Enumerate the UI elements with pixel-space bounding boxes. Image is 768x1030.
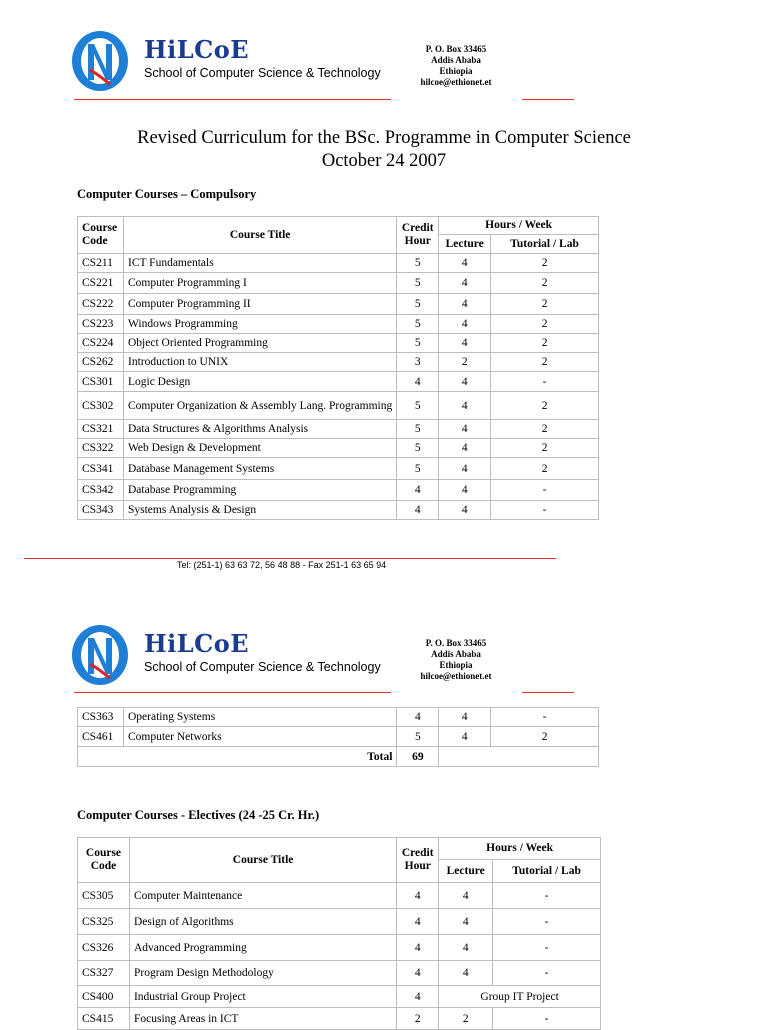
course-code: CS322 (78, 439, 124, 458)
credit-hour: 4 (397, 883, 439, 909)
tutorial-lab-hours: 2 (491, 458, 599, 480)
compulsory-table-continued (77, 707, 599, 767)
course-title: Introduction to UNIX (123, 353, 396, 372)
credit-hour: 3 (397, 353, 439, 372)
course-title: Database Management Systems (123, 458, 396, 480)
lecture-hours: 4 (439, 480, 491, 501)
electives-heading: Computer Courses - Electives (24 -25 Cr. Hr.) (77, 808, 320, 822)
credit-hour: 4 (397, 708, 439, 727)
course-title: Database Programming (123, 480, 396, 501)
credit-hour: 5 (397, 439, 439, 458)
table-row (78, 961, 601, 986)
lecture-hours: 4 (439, 334, 491, 353)
electives-table (77, 837, 601, 1030)
school-name-page2: School of Computer Science & Technology (144, 660, 381, 674)
header-credit-hour: Credit Hour (397, 838, 439, 883)
course-title: Computer Organization & Assembly Lang. Programming (123, 392, 396, 420)
course-title: Object Oriented Programming (123, 334, 396, 353)
tutorial-lab-hours: 2 (491, 353, 599, 372)
course-code: CS302 (78, 392, 124, 420)
header-course-title: Course Title (123, 217, 396, 254)
tutorial-lab-hours: - (493, 935, 601, 961)
total-empty (439, 747, 599, 767)
table-row (78, 909, 601, 935)
compulsory-table-body (78, 254, 599, 520)
address-block-page2 (396, 638, 516, 682)
lecture-hours: 4 (439, 294, 491, 315)
header-hours-week: Hours / Week (439, 217, 599, 235)
lecture-hours: 4 (439, 254, 491, 273)
credit-hour: 5 (397, 254, 439, 273)
course-title: Computer Maintenance (129, 883, 396, 909)
table-row (78, 334, 599, 353)
header-lecture: Lecture (439, 235, 491, 254)
credit-hour: 4 (397, 909, 439, 935)
lecture-hours: 4 (439, 501, 491, 520)
tutorial-lab-hours: 2 (491, 294, 599, 315)
credit-hour: 2 (397, 1008, 439, 1030)
course-title: Data Structures & Algorithms Analysis (123, 420, 396, 439)
lecture-hours: 4 (439, 909, 493, 935)
table-row (78, 254, 599, 273)
header-divider-left-page2 (74, 692, 391, 693)
hilcoe-logo-icon (70, 624, 130, 686)
tutorial-lab-hours: - (491, 708, 599, 727)
address-country: Ethiopia (439, 660, 473, 670)
table-row (78, 935, 601, 961)
course-code: CS341 (78, 458, 124, 480)
course-title: Computer Networks (123, 727, 396, 747)
course-code: CS343 (78, 501, 124, 520)
header-lecture: Lecture (439, 860, 493, 883)
tutorial-lab-hours: - (493, 961, 601, 986)
tutorial-lab-hours: 2 (491, 254, 599, 273)
course-code: CS415 (78, 1008, 130, 1030)
course-code: CS223 (78, 315, 124, 334)
course-title: Industrial Group Project (129, 986, 396, 1008)
table-row (78, 294, 599, 315)
hilcoe-logo (70, 30, 130, 97)
course-title: Operating Systems (123, 708, 396, 727)
brand-name-page2: HiLCoE (144, 629, 250, 658)
tutorial-lab-hours: 2 (491, 315, 599, 334)
compulsory-table-continued-body (78, 708, 599, 747)
tutorial-lab-hours: - (493, 909, 601, 935)
course-code: CS327 (78, 961, 130, 986)
tutorial-lab-hours: - (493, 1008, 601, 1030)
total-row (78, 747, 599, 767)
lecture-hours: 4 (439, 315, 491, 334)
table-row (78, 420, 599, 439)
header-course-title: Course Title (129, 838, 396, 883)
credit-hour: 4 (397, 986, 439, 1008)
brand-name: HiLCoE (144, 35, 250, 64)
tutorial-lab-hours: - (491, 480, 599, 501)
table-row (78, 372, 599, 392)
tutorial-lab-hours: 2 (491, 420, 599, 439)
table-row (78, 315, 599, 334)
address-po: P. O. Box 33465 (425, 638, 487, 648)
course-title: Design of Algorithms (129, 909, 396, 935)
credit-hour: 5 (397, 458, 439, 480)
course-code: CS222 (78, 294, 124, 315)
table-row (78, 439, 599, 458)
course-code: CS400 (78, 986, 130, 1008)
table-row (78, 458, 599, 480)
tutorial-lab-hours: - (491, 372, 599, 392)
course-code: CS301 (78, 372, 124, 392)
credit-hour: 5 (397, 294, 439, 315)
address-email[interactable]: hilcoe@ethionet.et (420, 77, 492, 87)
hilcoe-logo-icon (70, 30, 130, 92)
course-title: Advanced Programming (129, 935, 396, 961)
lecture-hours: 4 (439, 961, 493, 986)
lecture-hours: 4 (439, 708, 491, 727)
lecture-hours: 4 (439, 372, 491, 392)
header-divider-right-page2 (522, 692, 574, 693)
school-name: School of Computer Science & Technology (144, 66, 381, 80)
address-email[interactable]: hilcoe@ethionet.et (420, 671, 492, 681)
course-code: CS221 (78, 273, 124, 294)
course-title: ICT Fundamentals (123, 254, 396, 273)
tutorial-lab-hours: 2 (491, 392, 599, 420)
course-code: CS305 (78, 883, 130, 909)
credit-hour: 5 (397, 392, 439, 420)
credit-hour: 5 (397, 420, 439, 439)
header-hours-week: Hours / Week (439, 838, 601, 860)
course-title: Logic Design (123, 372, 396, 392)
compulsory-heading: Computer Courses – Compulsory (77, 187, 257, 201)
footer-contact: Tel: (251-1) 63 63 72, 56 48 88 - Fax 251-1 63 65 94 (177, 560, 387, 570)
course-title: Systems Analysis & Design (123, 501, 396, 520)
lecture-hours: 4 (439, 883, 493, 909)
lecture-hours: 4 (439, 420, 491, 439)
lecture-hours: 4 (439, 273, 491, 294)
lecture-hours: 4 (439, 439, 491, 458)
table-row (78, 883, 601, 909)
course-code: CS262 (78, 353, 124, 372)
lecture-hours: 2 (439, 353, 491, 372)
address-block (396, 44, 516, 88)
doc-title: Revised Curriculum for the BSc. Programme in Computer Science (137, 128, 631, 148)
course-code: CS211 (78, 254, 124, 273)
credit-hour: 4 (397, 501, 439, 520)
address-city: Addis Ababa (431, 649, 481, 659)
header-credit-hour: Credit Hour (397, 217, 439, 254)
address-city: Addis Ababa (431, 55, 481, 65)
table-row (78, 273, 599, 294)
table-row (78, 501, 599, 520)
group-project-note: Group IT Project (439, 986, 601, 1008)
header-divider-left (74, 99, 391, 100)
credit-hour: 4 (397, 372, 439, 392)
credit-hour: 5 (397, 727, 439, 747)
course-code: CS326 (78, 935, 130, 961)
tutorial-lab-hours: 2 (491, 334, 599, 353)
lecture-hours: 4 (439, 392, 491, 420)
credit-hour: 5 (397, 315, 439, 334)
tutorial-lab-hours: - (493, 883, 601, 909)
course-code: CS461 (78, 727, 124, 747)
address-country: Ethiopia (439, 66, 473, 76)
credit-hour: 4 (397, 480, 439, 501)
course-code: CS342 (78, 480, 124, 501)
lecture-hours: 2 (439, 1008, 493, 1030)
address-po: P. O. Box 33465 (425, 44, 487, 54)
course-code: CS363 (78, 708, 124, 727)
credit-hour: 5 (397, 273, 439, 294)
hilcoe-logo-page2 (70, 624, 130, 691)
header-tutorial-lab: Tutorial / Lab (493, 860, 601, 883)
course-title: Windows Programming (123, 315, 396, 334)
credit-hour: 4 (397, 961, 439, 986)
tutorial-lab-hours: 2 (491, 273, 599, 294)
credit-hour: 4 (397, 935, 439, 961)
doc-date: October 24 2007 (321, 151, 447, 171)
lecture-hours: 4 (439, 935, 493, 961)
credit-hour: 5 (397, 334, 439, 353)
table-row (78, 392, 599, 420)
header-tutorial-lab: Tutorial / Lab (491, 235, 599, 254)
table-row (78, 1008, 601, 1030)
header-divider-right (522, 99, 574, 100)
compulsory-table (77, 216, 599, 520)
course-title: Computer Programming II (123, 294, 396, 315)
table-row (78, 986, 601, 1008)
course-title: Focusing Areas in ICT (129, 1008, 396, 1030)
header-course-code: Course Code (78, 217, 124, 254)
tutorial-lab-hours: - (491, 501, 599, 520)
footer-divider (24, 558, 556, 559)
course-code: CS224 (78, 334, 124, 353)
table-row (78, 708, 599, 727)
course-title: Web Design & Development (123, 439, 396, 458)
lecture-hours: 4 (439, 458, 491, 480)
course-code: CS325 (78, 909, 130, 935)
header-course-code: Course Code (78, 838, 130, 883)
table-row (78, 727, 599, 747)
lecture-hours: 4 (439, 727, 491, 747)
table-row (78, 353, 599, 372)
tutorial-lab-hours: 2 (491, 439, 599, 458)
course-title: Program Design Methodology (129, 961, 396, 986)
course-code: CS321 (78, 420, 124, 439)
total-label: Total (78, 747, 397, 767)
course-title: Computer Programming I (123, 273, 396, 294)
electives-table-body (78, 883, 601, 1030)
total-value: 69 (397, 747, 439, 767)
table-row (78, 480, 599, 501)
tutorial-lab-hours: 2 (491, 727, 599, 747)
